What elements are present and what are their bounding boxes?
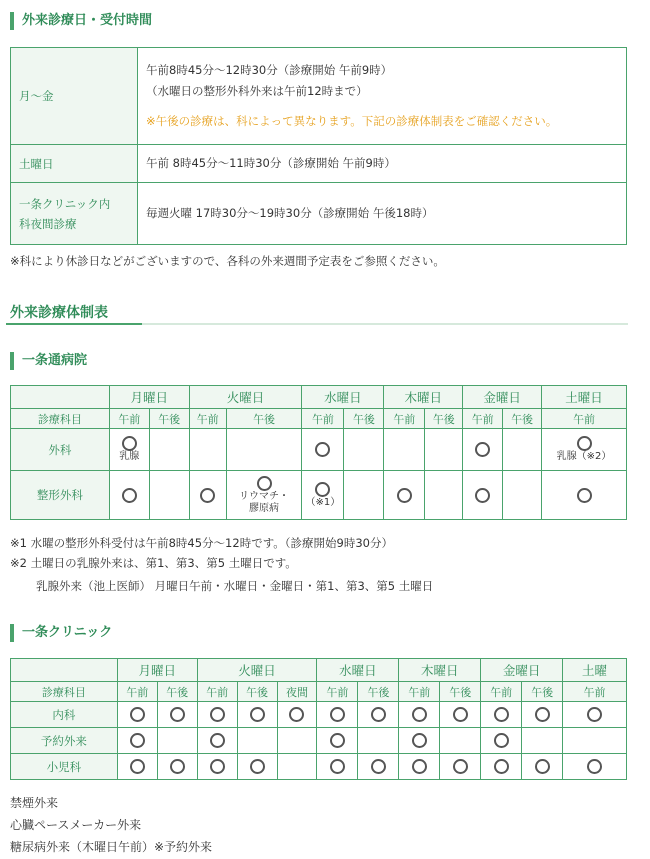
clinic-extra-diabetes: 糖尿病外来（木曜日午前）※予約外来 [10, 840, 213, 854]
hospital-schedule-table [10, 385, 627, 520]
hospital-day-sat: 土曜日 [542, 386, 627, 409]
hours-value-clinic-night: 毎週火曜 17時30分～19時30分（診療開始 午後18時） [138, 183, 627, 245]
clinic-heading: 一条クリニック [10, 624, 112, 642]
circle-icon [315, 482, 330, 497]
circle-icon [587, 759, 602, 774]
hospital-tue-pm: 午後 [226, 409, 302, 429]
circle-icon [330, 733, 345, 748]
hospital-day-mon: 月曜日 [109, 386, 189, 409]
hospital-fri-pm: 午後 [503, 409, 542, 429]
clinic-thu-pm: 午後 [440, 682, 481, 702]
hospital-row-surgery: 外科 [11, 429, 110, 471]
clinic-row-appointment: 予約外来 [11, 728, 118, 754]
circle-icon [257, 476, 272, 491]
circle-icon [130, 733, 145, 748]
circle-icon [200, 488, 215, 503]
circle-icon [330, 759, 345, 774]
circle-icon [289, 707, 304, 722]
clinic-day-wed: 水曜日 [317, 659, 399, 682]
hours-weekday-warning: ※午後の診療は、科によって異なります。下記の診療体制表をご確認ください。 [146, 114, 558, 128]
clinic-day-thu: 木曜日 [399, 659, 481, 682]
cell-note: 乳腺（※2） [556, 451, 612, 462]
circle-icon [412, 759, 427, 774]
clinic-thu-am: 午前 [399, 682, 440, 702]
hospital-mon-am: 午前 [109, 409, 149, 429]
hospital-note-3: 乳腺外来（池上医師） 月曜日午前・水曜日・金曜日・第1、第3、第5 土曜日 [36, 579, 434, 593]
hours-label-saturday: 土曜日 [11, 145, 138, 183]
schedule-heading: 外来診療体制表 [10, 305, 108, 321]
circle-icon [535, 707, 550, 722]
circle-icon [535, 759, 550, 774]
clinic-extra-pacemaker: 心臓ペースメーカー外来 [10, 818, 142, 832]
clinic-sat-am: 午前 [563, 682, 627, 702]
hospital-day-tue: 火曜日 [189, 386, 302, 409]
circle-icon [397, 488, 412, 503]
hours-weekday-note: （水曜日の整形外科外来は午前12時まで） [146, 84, 368, 98]
clinic-extras [10, 792, 212, 858]
hours-table [10, 47, 627, 245]
hours-value-saturday: 午前 8時45分～11時30分（診療開始 午前9時） [138, 145, 627, 183]
clinic-mon-am: 午前 [117, 682, 157, 702]
hours-label-weekday: 月～金 [11, 48, 138, 145]
circle-icon [371, 759, 386, 774]
clinic-tue-am: 午前 [197, 682, 237, 702]
hospital-mon-pm: 午後 [149, 409, 189, 429]
circle-icon [475, 488, 490, 503]
clinic-mon-pm: 午後 [157, 682, 197, 702]
clinic-extra-smoking: 禁煙外来 [10, 796, 59, 810]
hospital-thu-am: 午前 [384, 409, 425, 429]
circle-icon [122, 488, 137, 503]
hospital-heading: 一条通病院 [10, 352, 87, 370]
circle-icon [577, 488, 592, 503]
cell-note: リウマチ・ [239, 490, 289, 502]
circle-icon [330, 707, 345, 722]
circle-icon [453, 707, 468, 722]
circle-icon [315, 442, 330, 457]
clinic-dept-header: 診療科目 [11, 682, 118, 702]
clinic-day-sat: 土曜 [563, 659, 627, 682]
hospital-row-orthopedics: 整形外科 [11, 471, 110, 520]
clinic-day-fri: 金曜日 [481, 659, 563, 682]
hours-label-clinic-night [11, 183, 138, 245]
hospital-wed-pm: 午後 [344, 409, 384, 429]
circle-icon [494, 733, 509, 748]
clinic-schedule-table [10, 658, 627, 780]
circle-icon [494, 759, 509, 774]
hospital-fri-am: 午前 [463, 409, 503, 429]
clinic-fri-am: 午前 [481, 682, 522, 702]
hospital-day-thu: 木曜日 [384, 386, 463, 409]
cell-note: （※1） [305, 496, 341, 508]
hours-heading: 外来診療日・受付時間 [10, 12, 152, 30]
hospital-day-wed: 水曜日 [302, 386, 384, 409]
circle-icon [412, 707, 427, 722]
clinic-tue-night: 夜間 [277, 682, 317, 702]
hospital-note-1: ※1 水曜の整形外科受付は午前8時45分～12時です。（診療開始9時30分） [10, 536, 393, 550]
hospital-dept-header: 診療科目 [11, 409, 110, 429]
hours-value-weekday [138, 48, 627, 145]
circle-icon [587, 707, 602, 722]
hours-clinic-night-label-1: 一条クリニック内 [19, 196, 111, 211]
circle-icon [577, 436, 592, 451]
circle-icon [250, 759, 265, 774]
circle-icon [475, 442, 490, 457]
clinic-day-mon: 月曜日 [117, 659, 197, 682]
circle-icon [453, 759, 468, 774]
hospital-wed-am: 午前 [302, 409, 344, 429]
clinic-corner [11, 659, 118, 682]
hospital-thu-pm: 午後 [425, 409, 463, 429]
hospital-note-2: ※2 土曜日の乳腺外来は、第1、第3、第5 土曜日です。 [10, 556, 297, 570]
clinic-row-internal: 内科 [11, 702, 118, 728]
cell-note: 膠原病 [249, 502, 279, 514]
circle-icon [122, 436, 137, 451]
clinic-day-tue: 火曜日 [197, 659, 317, 682]
hospital-tue-am: 午前 [189, 409, 226, 429]
circle-icon [210, 733, 225, 748]
hours-weekday-time: 午前8時45分～12時30分（診療開始 午前9時） [146, 63, 393, 77]
clinic-row-pediatrics: 小児科 [11, 754, 118, 780]
clinic-wed-pm: 午後 [358, 682, 399, 702]
circle-icon [210, 759, 225, 774]
clinic-fri-pm: 午後 [522, 682, 563, 702]
circle-icon [170, 759, 185, 774]
circle-icon [371, 707, 386, 722]
clinic-tue-pm: 午後 [237, 682, 277, 702]
circle-icon [494, 707, 509, 722]
cell-note: 乳腺 [119, 451, 140, 462]
hours-note: ※科により休診日などがございますので、各科の外来週間予定表をご参照ください。 [10, 254, 445, 268]
hospital-day-fri: 金曜日 [463, 386, 542, 409]
clinic-wed-am: 午前 [317, 682, 358, 702]
schedule-heading-rule [6, 323, 628, 325]
hospital-corner [11, 386, 110, 409]
circle-icon [210, 707, 225, 722]
hours-clinic-night-label-2: 科夜間診療 [19, 216, 77, 231]
circle-icon [170, 707, 185, 722]
hospital-sat-am: 午前 [542, 409, 627, 429]
circle-icon [130, 707, 145, 722]
circle-icon [412, 733, 427, 748]
circle-icon [130, 759, 145, 774]
circle-icon [250, 707, 265, 722]
